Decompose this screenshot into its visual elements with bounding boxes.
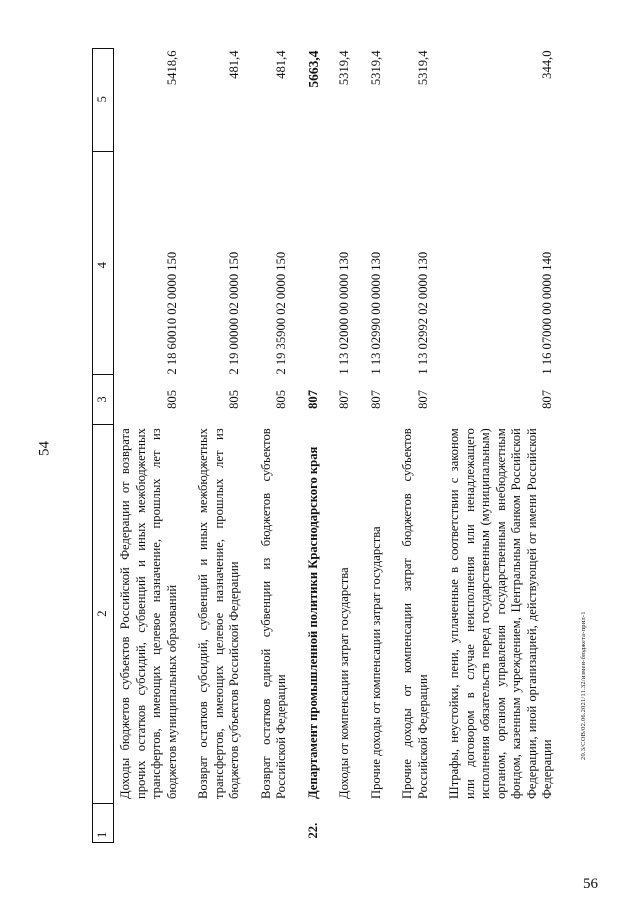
column-header-4: 4 (93, 152, 114, 375)
row-number (247, 803, 294, 842)
row-amount: 5319,4 (368, 50, 383, 86)
row-admin-code: 807 (540, 390, 554, 409)
row-admin-code: 807 (305, 390, 320, 409)
column-header-2: 2 (93, 424, 114, 803)
row-amount: 5418,6 (164, 50, 179, 86)
page-number-top: 54 (36, 441, 53, 456)
table-row (247, 49, 294, 843)
row-name: Доходы от компенсации затрат государства (337, 567, 351, 800)
row-classification-code (294, 152, 326, 375)
row-name: Возврат остатков единой субвенции из бюджетов субъектов Российской Федерации (258, 428, 288, 800)
row-admin-code: 805 (274, 390, 288, 409)
table-header-row (93, 49, 114, 843)
table-body (114, 49, 560, 843)
row-number (114, 803, 185, 842)
row-number (184, 803, 247, 842)
row-classification-code: 2 19 00000 02 0000 150 (227, 251, 241, 375)
row-name: Департамент промышленной политики Краснодарского края (305, 446, 320, 800)
row-classification-code: 2 19 35900 02 0000 150 (274, 251, 288, 375)
row-name: Прочие доходы от компенсации затрат государства (368, 526, 383, 800)
row-amount: 5663,4 (305, 50, 321, 88)
row-admin-code: 807 (337, 390, 351, 409)
row-amount: 481,4 (274, 50, 288, 79)
row-admin-code: 807 (368, 390, 383, 409)
row-number (388, 803, 435, 842)
row-amount: 5319,4 (337, 50, 351, 86)
column-header-1: 1 (93, 803, 114, 842)
row-number (357, 803, 389, 842)
row-number: 22. (305, 822, 320, 839)
document-footer-code: 20.3/СОВ/02.06.2021/11.32/измен-бюджета-прил-1 (580, 611, 587, 760)
row-admin-code: 807 (415, 390, 430, 409)
table-row-department (294, 49, 326, 843)
row-classification-code: 1 16 07000 00 0000 140 (540, 251, 554, 375)
row-admin-code: 805 (227, 390, 241, 409)
row-classification-code: 1 13 02992 02 0000 130 (415, 251, 430, 375)
budget-revenue-table (92, 48, 560, 843)
row-classification-code: 2 18 60010 02 0000 150 (164, 251, 179, 375)
row-name: Штрафы, неустойки, пени, уплаченные в соответствии с законом или договором в случае неисполнения или ненадлежащего исполнения обязательств перед государственным (муниципальным) органом, органом управления государственным внебюджетным фондом, казенным учреждением, Центральным банком Российской Федерации, иной организацией, действующей от имени Российской Федерации (447, 428, 554, 800)
table-row (325, 49, 357, 843)
column-header-3: 3 (93, 375, 114, 425)
row-amount: 344,0 (540, 50, 554, 79)
row-name: Прочие доходы от компенсации затрат бюджетов субъектов Российской Федерации (400, 428, 430, 800)
table-row (184, 49, 247, 843)
table-row (435, 49, 560, 843)
table-row (357, 49, 389, 843)
row-classification-code: 1 13 02000 00 0000 130 (337, 251, 351, 375)
table-row (114, 49, 185, 843)
row-admin-code: 805 (164, 390, 179, 409)
row-amount: 5319,4 (415, 50, 430, 86)
table-row (388, 49, 435, 843)
column-header-5: 5 (93, 49, 114, 152)
row-classification-code: 1 13 02990 00 0000 130 (368, 251, 383, 375)
row-name: Доходы бюджетов субъектов Российской Федерации от возврата прочих остатков субсидий, субвенций и иных межбюджетных трансфертов, имеющих целевое назначение, прошлых лет из бюджетов муниципальных образований (118, 428, 179, 800)
page-number-bottom: 56 (583, 876, 598, 892)
row-amount: 481,4 (227, 50, 241, 79)
row-number (325, 803, 357, 842)
row-number (435, 803, 560, 842)
row-name: Возврат остатков субсидий, субвенций и иных межбюджетных трансфертов, имеющих целевое назначение, прошлых лет из бюджетов субъектов Российской Федерации (196, 428, 241, 800)
